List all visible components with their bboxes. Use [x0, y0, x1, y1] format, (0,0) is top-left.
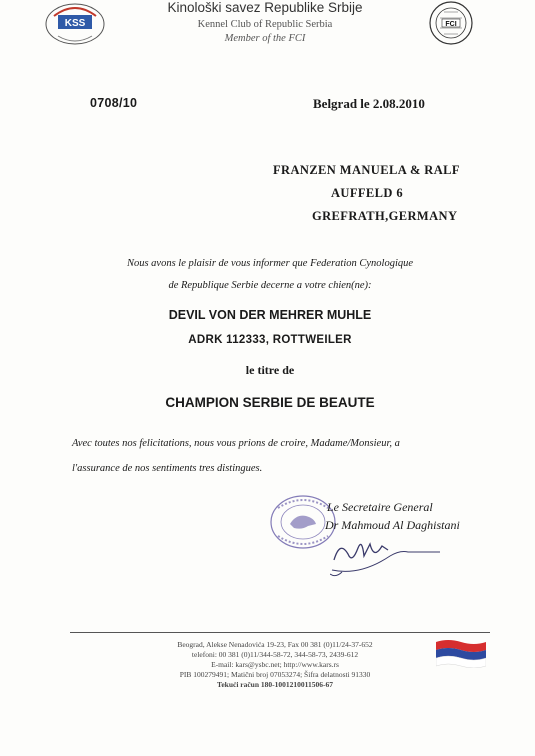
- intro-line-1: Nous avons le plaisir de vous informer que Federation Cynologique: [126, 258, 414, 269]
- signatory-name: Dr Mahmoud Al Daghistani: [325, 518, 460, 532]
- address-line-2: AUFFELD 6: [331, 186, 404, 200]
- dog-name: DEVIL VON DER MEHRER MUHLE: [168, 308, 372, 322]
- address-line-1: FRANZEN MANUELA & RALF: [273, 163, 460, 177]
- serbian-flag-icon: [436, 638, 486, 668]
- closing-line-2: l'assurance de nos sentiments tres distingues.: [72, 463, 263, 474]
- handwritten-signature: [330, 530, 450, 580]
- header-subtitle: Kennel Club of Republic Serbia: [197, 19, 333, 30]
- closing-line-1: Avec toutes nos felicitations, nous vous prions de croire, Madame/Monsieur, a: [72, 438, 400, 449]
- intro-line-2: de Republique Serbie decerne a votre chien(ne):: [168, 280, 372, 291]
- footer-line-3: E-mail: kars@ysbc.net; http://www.kars.rs: [211, 660, 339, 669]
- kss-logo-text: KSS: [64, 18, 86, 29]
- champion-title: CHAMPION SERBIE DE BEAUTE: [165, 395, 375, 410]
- kss-logo: [44, 2, 106, 46]
- footer-line-4: PIB 100279491; Matični broj 07053274; Šifra delatnosti 91330: [179, 670, 371, 679]
- header-member: Member of the FCI: [224, 33, 306, 44]
- dog-registration: ADRK 112333, ROTTWEILER: [188, 334, 352, 346]
- fci-logo-text: FCI: [445, 21, 457, 28]
- reference-number: 0708/10: [90, 96, 138, 110]
- footer-line-1: Beograd, Alekse Nenadovića 19-23, Fax 00 381 (0)11/24-37-652: [177, 640, 373, 649]
- address-line-3: GREFRATH,GERMANY: [312, 209, 458, 223]
- header-title: Kinološki savez Republike Srbije: [167, 0, 363, 15]
- fci-logo: [428, 0, 474, 46]
- title-intro: le titre de: [245, 363, 295, 377]
- footer-line-5: Tekući račun 180-1001210011506-67: [217, 680, 333, 689]
- signatory-role: Le Secretaire General: [327, 500, 433, 514]
- footer-rule: [70, 632, 490, 633]
- footer-line-2: telefoni: 00 381 (0)11/344-58-72, 344-58-73, 2439-612: [191, 650, 359, 659]
- letter-date: Belgrad le 2.08.2010: [313, 96, 425, 111]
